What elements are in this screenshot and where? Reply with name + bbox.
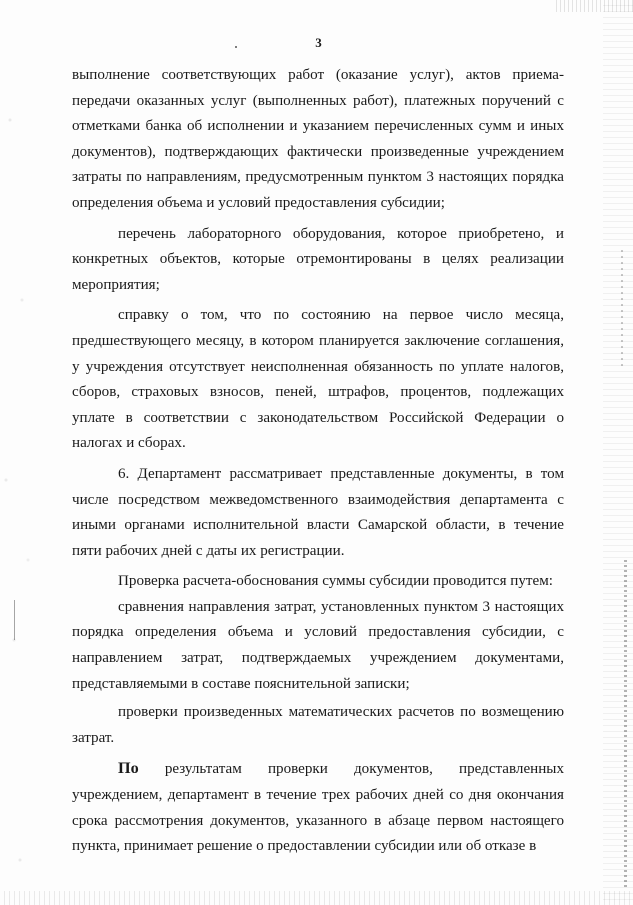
paragraph: проверки произведенных математических расчетов по возмещению затрат. [72, 704, 564, 746]
scan-artifact-strip [624, 560, 627, 890]
scan-artifact-mark [14, 600, 15, 640]
paragraph: справку о том, что по состоянию на первое число месяца, предшествующего месяцу, в котором планируется заключение соглашения, у учреждения отсутствует неисполненная обязанность по уплате налогов, сборов, страховых взносов, пеней, штрафов, процентов, подлежащих уплате в соответствии с законодательством Российской Федерации о налогах и сборах. [72, 307, 564, 452]
paragraph: перечень лабораторного оборудования, которое приобретено, и конкретных объектов, которые отремонтированы в целях реализации мероприятия; [72, 225, 564, 293]
scan-noise-left [0, 0, 40, 905]
scan-artifact-strip [621, 250, 623, 370]
scan-noise-top [553, 0, 633, 12]
document-body [72, 63, 564, 860]
paragraph-text: результатам проверки документов, представленных учреждением, департамент в течение трех рабочих дней со дня окончания срока рассмотрения документов, указанного в абзаце первом настоящего пункта, принимает решение о предоставлении субсидии или об отказе в [72, 761, 564, 855]
paragraph: выполнение соответствующих работ (оказание услуг), актов приема-передачи оказанных услуг (выполненных работ), платежных поручений с отметками банка об исполнении и указанием перечисленных сумм и иных документов), подтверждающих фактически произведенные учреждением затраты по направлениям, предусмотренным пунктом 3 настоящих порядка определения объема и условий предоставления субсидии; [72, 67, 564, 211]
scan-noise-right [603, 0, 633, 905]
paragraph-lead-word: По [118, 759, 139, 778]
scan-noise-bottom [0, 891, 633, 905]
paragraph: 6. Департамент рассматривает представленные документы, в том числе посредством межведомственного взаимодействия департамента с иными органами исполнительной власти Самарской области, в течение пяти рабочих дней с даты их регистрации. [72, 465, 564, 559]
paragraph [72, 756, 564, 859]
page-number: 3 [315, 35, 322, 50]
paragraph: Проверка расчета-обоснования суммы субсидии проводится путем: [118, 573, 553, 590]
paragraph: сравнения направления затрат, установленных пунктом 3 настоящих порядка определения объема и условий предоставления субсидии, с направлением затрат, подтверждаемых учреждением документами, представляемыми в составе пояснительной записки; [72, 598, 564, 692]
scan-dot [235, 46, 237, 48]
